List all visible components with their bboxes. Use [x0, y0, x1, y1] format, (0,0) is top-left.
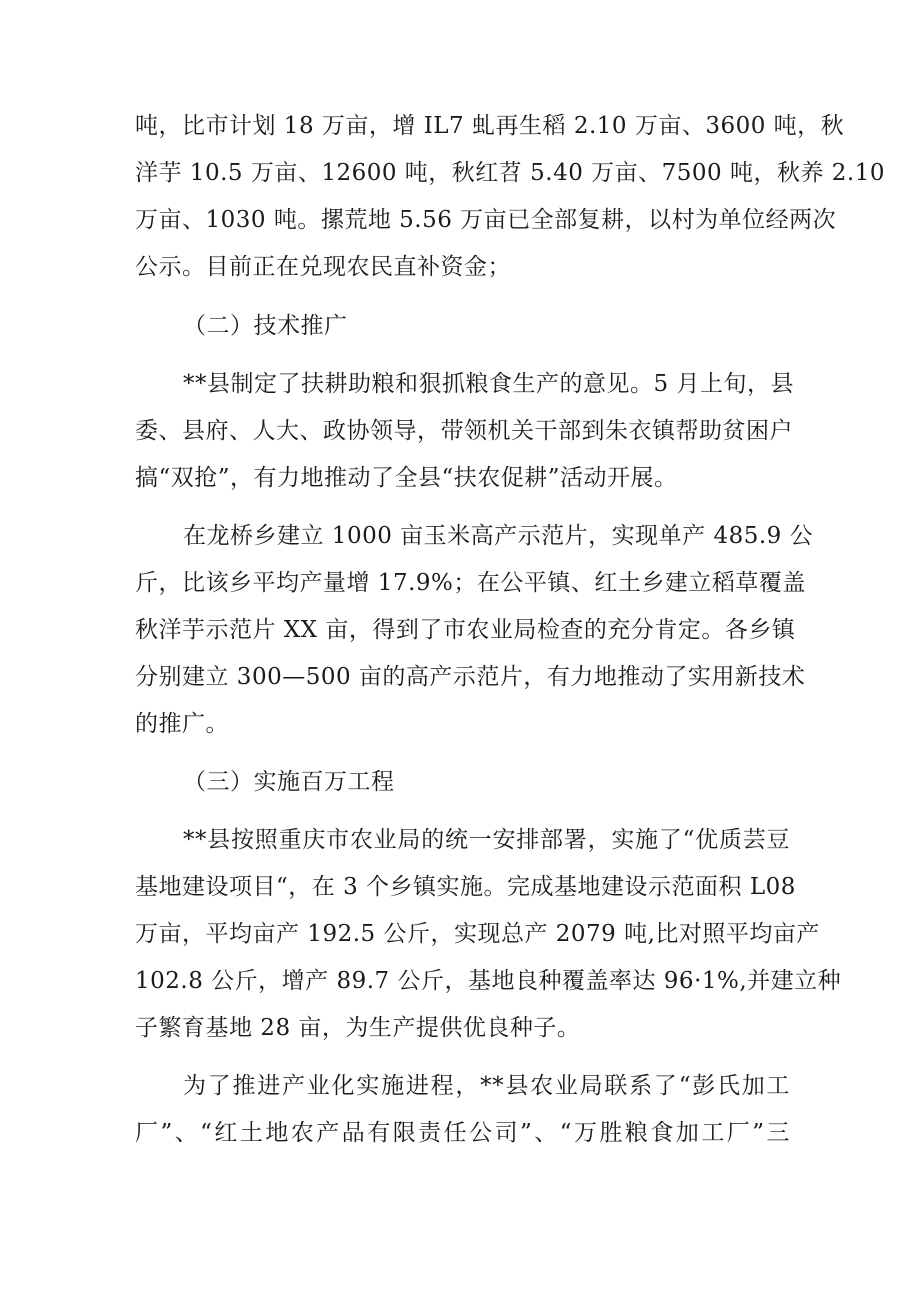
paragraph-line: 的推广。: [135, 711, 229, 737]
paragraph-line: **县制定了扶耕助粮和狠抓粮食生产的意见。5 月上旬，县: [183, 371, 794, 397]
paragraph-line: **县按照重庆市农业局的统一安排部署，实施了“优质芸豆: [183, 827, 790, 853]
paragraph-line: 秋洋芋示范片 XX 亩，得到了市农业局检查的充分肯定。各乡镇: [135, 617, 796, 643]
paragraph-line: 子繁育基地 28 亩，为生产提供优良种子。: [135, 1015, 581, 1041]
paragraph-line: 分别建立 300—500 亩的高产示范片，有力地推动了实用新技术: [135, 664, 806, 690]
paragraph-line: 为了推进产业化实施进程，**县农业局联系了“彭氏加工: [183, 1073, 790, 1099]
paragraph-line: 斤，比该乡平均产量增 17.9%；在公平镇、红土乡建立稻草覆盖: [135, 570, 806, 596]
paragraph-line: 搞“双抢”，有力地推动了全县“扶农促耕”活动开展。: [135, 465, 678, 491]
paragraph-line: 厂”、“红土地农产品有限责任公司”、“万胜粮食加工厂”三: [135, 1120, 790, 1146]
paragraph-line: 洋芋 10.5 万亩、12600 吨，秋红苕 5.40 万亩、7500 吨，秋养 2.10: [135, 160, 886, 186]
paragraph-line: 委、县府、人大、政协领导，带领机关干部到朱衣镇帮助贫困户: [135, 418, 793, 444]
paragraph-line: 公示。目前正在兑现农民直补资金；: [135, 254, 511, 280]
paragraph-line: 在龙桥乡建立 1000 亩玉米高产示范片，实现单产 485.9 公: [183, 523, 814, 549]
paragraph-line: 吨，比市计划 18 万亩，增 IL7 虬再生稻 2.10 万亩、3600 吨，秋: [135, 113, 845, 139]
section-heading-million-project: （三）实施百万工程: [183, 769, 395, 795]
paragraph-line: 万亩、1030 吨。摞荒地 5.56 万亩已全部复耕，以村为单位经两次: [135, 207, 837, 233]
section-heading-tech-promotion: （二）技术推广: [183, 313, 348, 339]
paragraph-line: 102.8 公斤，增产 89.7 公斤，基地良种覆盖率达 96·1%,并建立种: [135, 968, 842, 994]
paragraph-line: 万亩，平均亩产 192.5 公斤，实现总产 2079 吨,比对照平均亩产: [135, 921, 820, 947]
paragraph-line: 基地建设项目“，在 3 个乡镇实施。完成基地建设示范面积 L08: [135, 874, 796, 900]
